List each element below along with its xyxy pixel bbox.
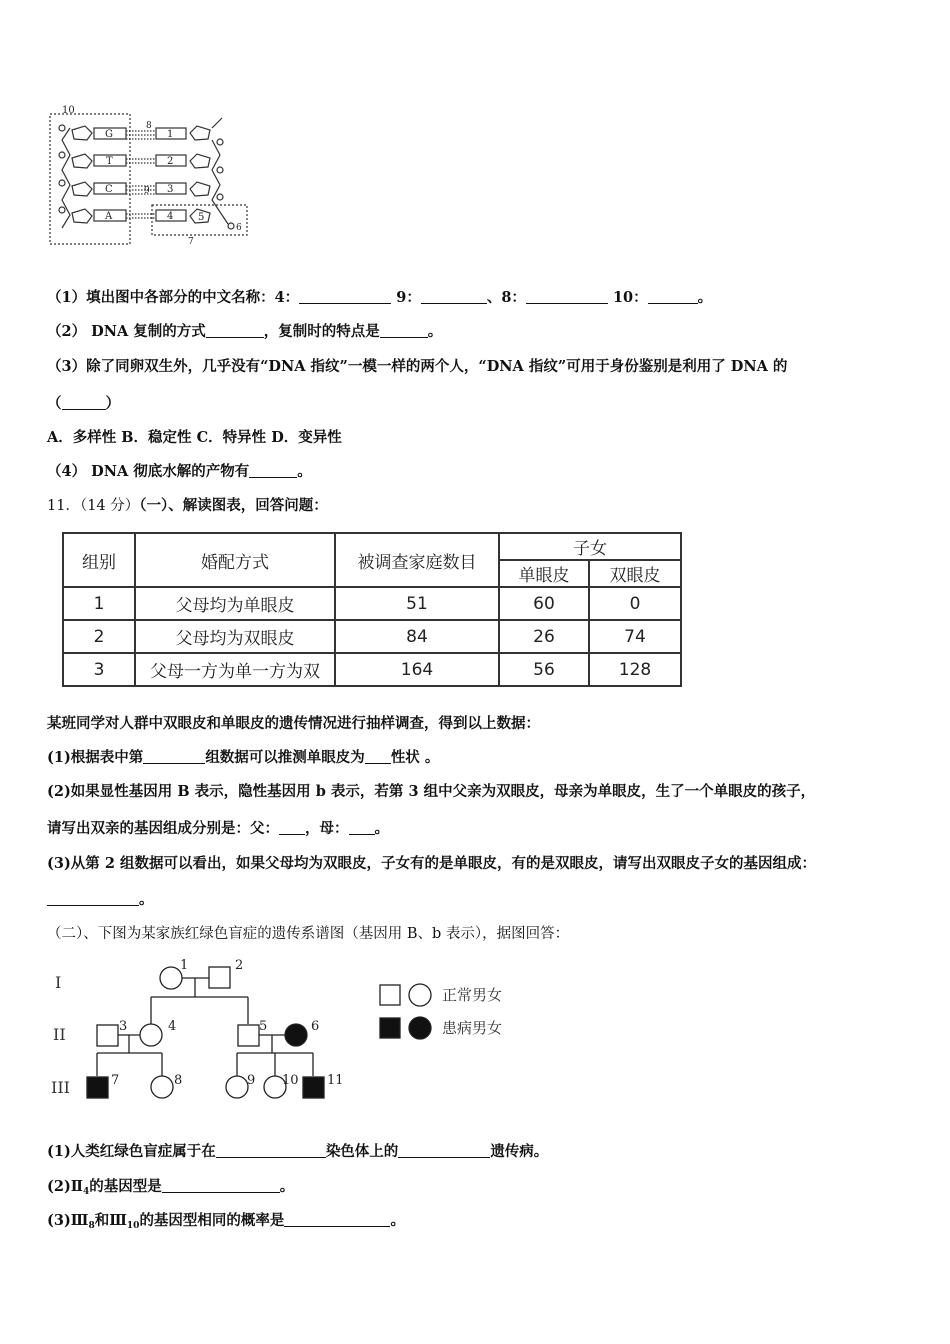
answer-blank[interactable] xyxy=(284,1212,390,1227)
answer-blank[interactable] xyxy=(365,749,391,764)
individual-label: 5 xyxy=(259,1019,268,1034)
answer-blank[interactable] xyxy=(216,1143,326,1158)
dna-base-1: 1 xyxy=(167,129,174,140)
dna-base-2: 2 xyxy=(167,156,174,167)
table-row: 2 父母均为双眼皮 84 26 74 xyxy=(63,620,681,653)
q11-part2-title: （二）、下图为某家族红绿色盲症的遗传系谱图（基因用 B、b 表示），据图回答： xyxy=(47,926,570,942)
answer-blank[interactable] xyxy=(143,749,205,764)
q10-part1: （1）填出图中各部分的中文名称：4： 9： 、8： 10： 。 xyxy=(47,289,713,306)
q10-part2: （2） DNA 复制的方式 ，复制时的特点是 。 xyxy=(47,323,443,340)
individual-label: 9 xyxy=(247,1073,256,1088)
individual-label: 1 xyxy=(180,958,189,973)
table-row: 3 父母一方为单一方为双 164 56 128 xyxy=(63,653,681,686)
dna-base-4: 4 xyxy=(167,211,174,222)
dna-label-10: 10 xyxy=(62,105,75,116)
dna-label-5: 5 xyxy=(198,212,205,223)
q10-part3: （3）除了同卵双生外，几乎没有“DNA 指纹”一模一样的两个人，“DNA 指纹”可用于身份鉴别是利用了 DNA 的 xyxy=(47,358,788,375)
dna-base-A: A xyxy=(105,211,113,222)
dna-structure-figure xyxy=(40,100,255,250)
answer-blank[interactable] xyxy=(380,323,428,338)
dna-base-G: G xyxy=(105,129,113,140)
answer-blank[interactable] xyxy=(421,289,487,304)
survey-table xyxy=(62,532,682,687)
answer-blank[interactable] xyxy=(398,1143,490,1158)
q10-options: A．多样性 B．稳定性 C．特异性 D．变异性 xyxy=(47,429,342,446)
answer-blank[interactable] xyxy=(47,891,139,906)
table-row: 1 父母均为单眼皮 51 60 0 xyxy=(63,587,681,620)
answer-blank[interactable] xyxy=(349,820,375,835)
q10-part4: （4） DNA 彻底水解的产物有 。 xyxy=(47,463,312,480)
legend-normal-label: 正常男女 xyxy=(442,986,503,1004)
answer-blank[interactable] xyxy=(162,1178,280,1193)
answer-blank[interactable] xyxy=(62,395,106,410)
q11-sub3-answer: 。 xyxy=(47,888,154,909)
individual-label: 3 xyxy=(119,1019,128,1034)
answer-blank[interactable] xyxy=(206,323,264,338)
dna-label-8: 8 xyxy=(146,121,152,131)
table-header: 双眼皮 xyxy=(589,560,681,587)
individual-label: 8 xyxy=(174,1073,183,1088)
individual-label: 10 xyxy=(282,1073,299,1088)
dna-label-6: 6 xyxy=(236,223,242,233)
table-header: 单眼皮 xyxy=(499,560,589,587)
dna-label-9: 9 xyxy=(144,186,150,196)
q11-sub2-cont: 请写出双亲的基因组成分别是：父： ，母： 。 xyxy=(47,820,389,837)
table-header: 组别 xyxy=(63,533,135,587)
dna-label-7: 7 xyxy=(188,237,194,247)
q11-intro: 某班同学对人群中双眼皮和单眼皮的遗传情况进行抽样调查，得到以上数据： xyxy=(47,715,540,732)
individual-label: 7 xyxy=(111,1073,120,1088)
answer-blank[interactable] xyxy=(249,463,297,478)
dna-base-3: 3 xyxy=(167,184,174,195)
q11-part2-sub1: (1)人类红绿色盲症属于在 染色体上的 遗传病。 xyxy=(47,1143,549,1160)
legend-affected-label: 患病男女 xyxy=(442,1019,503,1037)
answer-blank[interactable] xyxy=(299,289,391,304)
pedigree-chart xyxy=(45,950,575,1110)
q11-part2-sub2: $(2)Ⅱ_4$的基因型是 。 xyxy=(47,1178,295,1197)
generation-label: III xyxy=(51,1078,70,1097)
answer-blank[interactable] xyxy=(279,820,305,835)
answer-blank[interactable] xyxy=(648,289,698,304)
q11-sub3: (3)从第 2 组数据可以看出，如果父母均为双眼皮，子女有的是单眼皮，有的是双眼皮，请写出双眼皮子女的基因组成： xyxy=(47,855,816,872)
table-header: 被调查家庭数目 xyxy=(335,533,499,587)
q11-sub2: (2)如果显性基因用 B 表示，隐性基因用 b 表示，若第 3 组中父亲为双眼皮，母亲为单眼皮，生了一个单眼皮的孩子， xyxy=(47,783,816,800)
q11-sub1: (1)根据表中第 组数据可以推测单眼皮为 性状 。 xyxy=(47,749,440,766)
table-header: 婚配方式 xyxy=(135,533,335,587)
generation-label: II xyxy=(53,1025,66,1044)
q11-heading: 11．（14 分）（一）、解读图表，回答问题： xyxy=(47,497,328,514)
dna-base-T: T xyxy=(106,156,113,167)
table-header: 子女 xyxy=(499,533,681,560)
individual-label: 6 xyxy=(311,1019,320,1034)
individual-label: 2 xyxy=(235,958,244,973)
answer-blank[interactable] xyxy=(526,289,608,304)
q10-part3-paren: （ ） xyxy=(47,395,120,412)
dna-base-C: C xyxy=(105,184,113,195)
individual-label: 4 xyxy=(168,1019,177,1034)
generation-label: I xyxy=(55,973,62,992)
individual-label: 11 xyxy=(327,1073,344,1088)
q11-part2-sub3: $(3)Ⅲ_8$和$Ⅲ_{10}$的基因型相同的概率是 。 xyxy=(47,1212,405,1231)
